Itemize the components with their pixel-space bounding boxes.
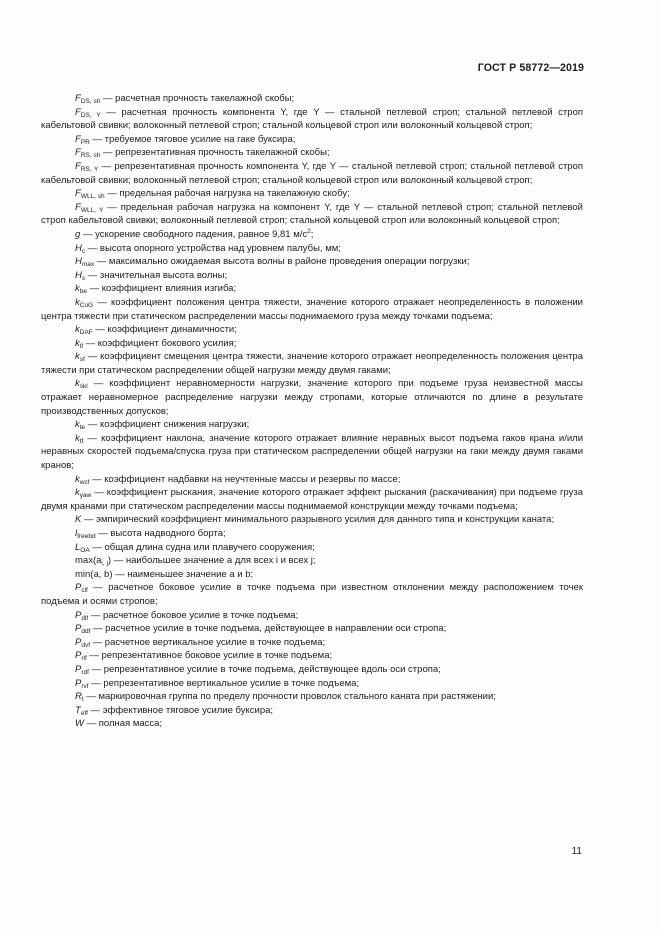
definition-tail: ; [310, 228, 314, 240]
definition-text: — коэффициент смещения центра тяжести, значение которого отражает неопределенность положения центра тяжести при статическом распределении общей нагрузки между двумя гаками; [41, 351, 583, 376]
definition-text: — высота опорного устройства над уровнем палубы, мм; [85, 242, 341, 254]
symbol: k [75, 432, 80, 444]
symbol-subscript: OA [80, 546, 90, 554]
definition-text: — значительная высота волны; [85, 269, 228, 281]
symbol: W [75, 718, 84, 730]
symbol-subscript: t [81, 696, 84, 704]
definition-text: — репрезентативное боковое усилие в точке подъема; [86, 650, 333, 662]
symbol: F [75, 188, 81, 200]
definition-text: min(a, b) — наименьшее значение a и b; [75, 568, 254, 580]
symbol: R [75, 691, 82, 703]
symbol: H [75, 256, 82, 268]
symbol: k [75, 296, 80, 308]
definition-text: — полная масса; [83, 718, 163, 730]
definition-text: — репрезентативное вертикальное усилие в точке подъема; [88, 677, 360, 689]
definition-item [41, 513, 583, 527]
symbol-subscript: tf [79, 437, 84, 445]
definition-item [41, 255, 583, 269]
definition-item [41, 350, 583, 377]
symbol-subscript: rlf [81, 655, 87, 663]
definition-item [41, 609, 583, 623]
definition-item [41, 106, 583, 133]
symbol-subscript: sf [79, 356, 85, 364]
symbol-subscript: rvf [81, 682, 89, 690]
symbol-subscript: WLL, Y [80, 206, 104, 214]
symbol: k [75, 283, 80, 295]
symbol-subscript: wcf [79, 478, 90, 486]
definition-text: — репрезентативная прочность компонента Y, где Y — стальной петлевой строп; стальной петлевой строп кабельтовой свивки; волоконный петлевой строп; стальной кольцевой строп или волоконный кольцевой строп; [41, 160, 584, 186]
symbol-subscript: clf [81, 587, 88, 595]
symbol-subscript: dlf [81, 614, 89, 622]
definition-text: — расчетное усилие в точке подъема, действующее в направлении оси стропа; [90, 623, 447, 635]
symbol: P [75, 650, 82, 662]
definition-text: — коэффициент рыскания, значение которого отражает эффект рыскания (раскачивания) при подъеме груза двумя кранами при статическом распределении массы поднимаемой конструкции между точками подъема; [41, 487, 583, 512]
inline-subscript: i, j [101, 560, 108, 568]
symbol-subscript: RS, sh [80, 152, 101, 160]
symbol: k [75, 351, 80, 363]
symbol: k [75, 473, 80, 485]
symbol: k [75, 337, 80, 349]
definition-item [41, 622, 583, 636]
symbol: F [75, 147, 81, 159]
document-code: ГОСТ Р 58772—2019 [477, 62, 584, 74]
definition-item [41, 269, 583, 283]
definition-item [41, 704, 583, 718]
symbol-subscript: dvf [81, 641, 91, 649]
symbol: k [75, 324, 80, 336]
definition-item [41, 296, 583, 323]
definition-item [41, 690, 583, 704]
symbol-subscript: te [79, 424, 86, 432]
definition-item [41, 133, 583, 147]
definition-text: — расчетная прочность такелажной скобы; [100, 93, 295, 104]
definition-item [41, 418, 583, 432]
definition-text: — расчетное боковое усилие в точке подъема; [88, 609, 299, 621]
symbol-subscript: CoG [79, 301, 94, 309]
definition-text: — коэффициент наклона, значение которого отражает влияние неравных высот подъема гаков крана и/или неравных скоростей подъема/спуска груза при статическом распределении общей нагрузки на гаки между двумя гаками кранов; [41, 432, 583, 472]
definition-text: — высота надводного борта; [95, 528, 226, 539]
definition-text: — коэффициент динамичности; [92, 324, 237, 336]
definition-item [41, 242, 583, 256]
symbol-subscript: ddf [81, 628, 91, 636]
symbol: F [75, 160, 81, 172]
definition-text: — расчетное боковое усилие в точке подъема при известном отклонении между расположением точек подъема и осями стропов; [41, 582, 583, 607]
symbol-subscript: skl [79, 383, 88, 391]
symbol: k [75, 378, 80, 390]
definition-text: — коэффициент бокового усилия; [83, 337, 237, 349]
symbol: P [75, 609, 82, 621]
symbol-subscript: DS, Y [80, 111, 101, 119]
symbol-subscript: DAF [79, 329, 93, 337]
symbol-subscript: rdf [81, 668, 89, 676]
symbol: P [75, 663, 82, 675]
symbol-subscript: DS, sh [80, 98, 101, 105]
definition-item [41, 554, 583, 568]
symbol-subscript: be [79, 288, 87, 296]
definition-text: — репрезентативная прочность такелажной скобы; [100, 147, 330, 159]
definition-item [41, 568, 583, 582]
definition-item [41, 92, 583, 106]
definition-item [41, 473, 583, 487]
definition-text-continued: ) — наибольшее значение a для всех i и всех j; [107, 555, 316, 567]
symbol: P [75, 582, 82, 594]
definition-text: — коэффициент положения центра тяжести, значение которого отражает неопределенность в положении центра тяжести при статическом распределении массы поднимаемого груза между точками подъема; [41, 296, 583, 322]
definition-text: — коэффициент снижения нагрузки; [85, 419, 250, 431]
symbol-subscript: max [81, 261, 95, 269]
symbol: k [75, 487, 80, 499]
definition-item [41, 282, 583, 296]
symbol: g [75, 228, 81, 240]
superscript: 2 [307, 227, 311, 235]
definition-item [41, 717, 583, 731]
definition-item [41, 663, 583, 677]
symbol: H [75, 269, 82, 281]
symbol: P [75, 623, 82, 635]
definition-item [41, 377, 583, 418]
definition-item [41, 201, 583, 228]
definition-item [41, 337, 583, 351]
definition-text: — расчетное вертикальное усилие в точке подъема; [90, 636, 326, 648]
definition-text: — эффективное тяговое усилие буксира; [87, 704, 274, 716]
definition-text: — коэффициент влияния изгиба; [86, 283, 237, 295]
definition-text: — коэффициент надбавки на неучтенные массы и резервы по массе; [89, 473, 401, 485]
symbol-subscript: c [81, 247, 86, 255]
symbol: P [75, 677, 82, 689]
definition-text: max(a [75, 555, 102, 567]
symbol-subscript: RS, Y [80, 165, 99, 173]
definition-item [41, 146, 583, 160]
definition-item [41, 486, 583, 513]
symbol: K [75, 514, 82, 526]
symbol-subscript: WLL, sh [80, 193, 105, 201]
definition-item [41, 649, 583, 663]
definition-item [41, 541, 583, 555]
symbol: H [75, 242, 82, 254]
symbol: L [75, 541, 81, 553]
definition-item [41, 677, 583, 691]
symbol: F [75, 93, 81, 104]
symbol-subscript: s [81, 274, 86, 282]
definition-item [41, 323, 583, 337]
definition-item [41, 228, 583, 242]
definition-text: — предельная рабочая нагрузка на компонент Y, где Y — стальной петлевой строп; стальной петлевой строп кабельтовой свивки; волоконный петлевой строп; стальной кольцевой строп или волоконный кольцевой строп; [41, 201, 583, 227]
definition-item [41, 527, 583, 541]
definition-text: — репрезентативное усилие в точке подъема, действующее вдоль оси стропа; [88, 663, 441, 675]
symbol-subscript: lf [79, 342, 83, 350]
definition-text: — максимально ожидаемая высота волны в районе проведения операции погрузки; [94, 256, 470, 268]
definition-item [41, 187, 583, 201]
definition-text: — общая длина судна или плавучего сооружения; [89, 541, 315, 553]
definition-text: — маркировочная группа по пределу прочности проволок стального каната при растяжении; [83, 691, 496, 703]
definition-item [41, 636, 583, 650]
symbol-subscript: eff [80, 709, 88, 717]
symbol-subscript: yaw [79, 492, 92, 500]
symbol-subscript: freebd [77, 533, 96, 540]
definition-item [41, 432, 583, 473]
symbol: T [75, 704, 81, 716]
definition-text: — расчетная прочность компонента Y, где Y — стальной петлевой строп; стальной петлевой строп кабельтовой свивки; волоконный петлевой строп; стальной кольцевой строп или волоконный кольцевой строп; [41, 106, 583, 132]
definition-item [41, 581, 583, 608]
definition-text: — предельная рабочая нагрузка на такелажную скобу; [104, 188, 350, 200]
symbol: l [75, 528, 78, 539]
definition-text: — эмпирический коэффициент минимального разрывного усилия для данного типа и конструкции каната; [81, 514, 555, 526]
symbol: F [75, 133, 81, 145]
symbol: k [75, 419, 80, 431]
symbol: P [75, 636, 82, 648]
symbol: F [75, 106, 81, 118]
symbol-subscript: PR [80, 138, 90, 146]
definition-text: — ускорение свободного падения, равное 9,81 м/с [80, 228, 308, 240]
symbol: F [75, 201, 81, 213]
definition-item [41, 160, 583, 187]
page-number: 11 [571, 846, 582, 857]
symbol-definitions-list [41, 92, 583, 731]
definition-text: — требуемое тяговое усилие на гаке буксира; [89, 133, 296, 145]
definition-text: — коэффициент неравномерности нагрузки, значение которого при подъеме груза неизвестной массы отражает неравномерное распределение нагрузки между стропами, которые отличаются по длине в результате производственных допусков; [41, 378, 583, 417]
